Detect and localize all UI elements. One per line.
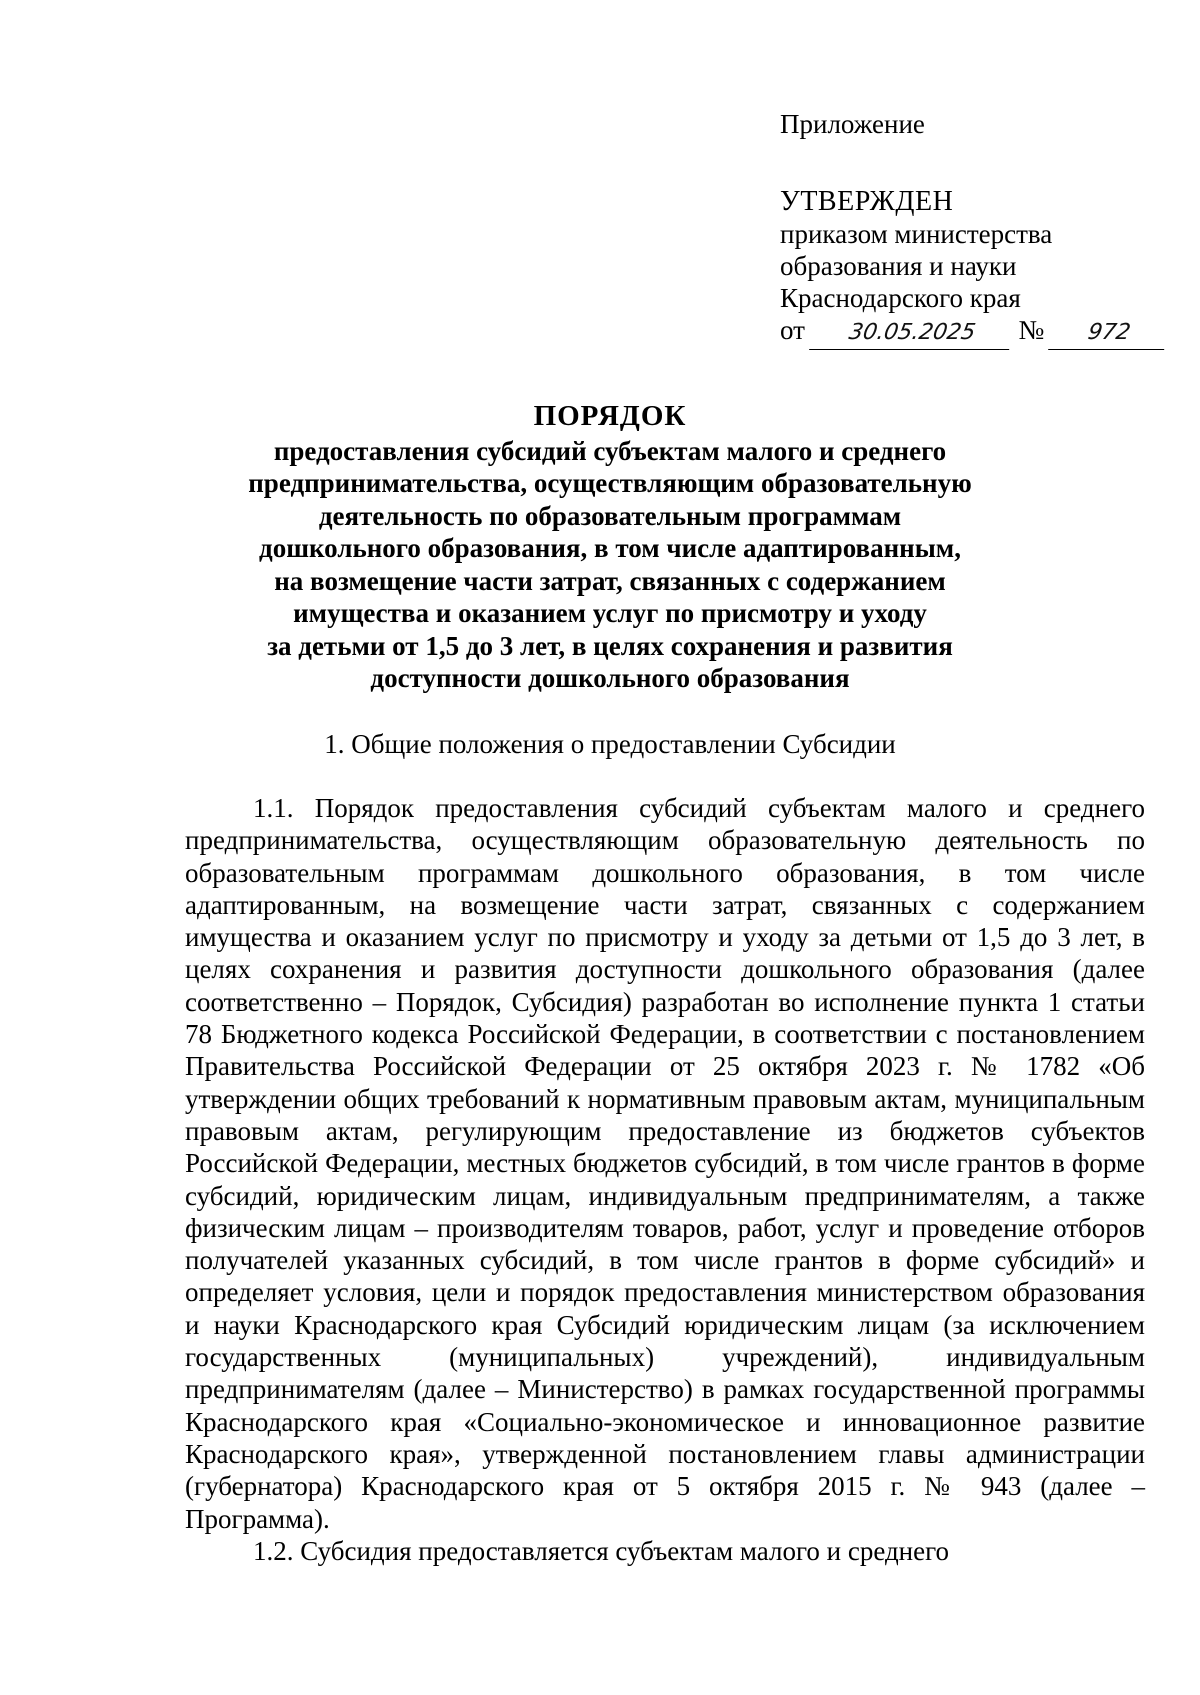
document-body [185, 792, 1145, 1567]
order-line-2: образования и науки [780, 251, 1017, 281]
approved-stamp-text: УТВЕРЖДЕН [780, 186, 954, 217]
from-label: от [780, 315, 805, 345]
title-line: деятельность по образовательным программам [318, 500, 902, 531]
handwritten-number: 972 [1048, 317, 1170, 350]
title-line: дошкольного образования, в том числе адаптированным, [259, 533, 961, 563]
order-date-number-line [780, 314, 1167, 350]
section-heading: 1. Общие положения о предоставлении Субсидии [324, 729, 896, 759]
number-sign: № [1018, 315, 1045, 345]
order-line-1: приказом министерства [780, 219, 1053, 249]
title-line: имущества и оказанием услуг по присмотру и уходу [293, 598, 927, 628]
document-title [180, 400, 1040, 695]
title-main: ПОРЯДОК [533, 400, 687, 432]
title-line: доступности дошкольного образования [370, 663, 850, 693]
annex-label: Приложение [780, 109, 925, 139]
approval-block [780, 108, 1167, 350]
title-line: предпринимательства, осуществляющим образовательную [248, 468, 972, 498]
handwritten-date: 30.05.2025 [809, 317, 1015, 350]
paragraph-1-2: 1.2. Субсидия предоставляется субъектам малого и среднего [253, 1535, 950, 1566]
title-line: предоставления субсидий субъектам малого и среднего [273, 435, 947, 466]
title-line: на возмещение части затрат, связанных с содержанием [274, 565, 946, 596]
paragraph-1-1: 1.1. Порядок предоставления субсидий субъектам малого и среднего предпринимательства, осуществляющим образовательную деятельность по образовательным программам дошкольного образования, в том числе адаптированным, на возмещение части затрат, связанных с содержанием имущества и оказанием услуг по присмотру и уходу за детьми от 1,5 до 3 лет, в целях сохранения и развития доступности дошкольного образования (далее соответственно – Порядок, Субсидия) разработан во исполнение пункта 1 статьи 78 Бюджетного кодекса Российской Федерации, в соответствии с постановлением Правительства Российской Федерации от 25 октября 2023 г. № 1782 «Об утверждении общих требований к нормативным правовым актам, муниципальным правовым актам, регулирующим предоставление из бюджетов субъектов Российской Федерации, местных бюджетов субсидий, в том числе грантов в форме субсидий, юридическим лицам, индивидуальным предпринимателям, а также физическим лицам – производителям товаров, работ, услуг и проведение отборов получателей указанных субсидий, в том числе грантов в форме субсидий» и определяет условия, цели и порядок предоставления министерством образования и науки Краснодарского края Субсидий юридическим лицам (за исключением государственных (муниципальных) учреждений), индивидуальным предпринимателям (далее – Министерство) в рамках государственной программы Краснодарского края «Социально-экономическое и инновационное развитие Краснодарского края», утвержденной постановлением главы администрации (губернатора) Краснодарского края от 5 октября 2015 г. № 943 (далее – Программа). [185, 793, 1145, 1534]
title-line: за детьми от 1,5 до 3 лет, в целях сохранения и развития [267, 630, 953, 661]
order-line-3: Краснодарского края [780, 283, 1021, 313]
